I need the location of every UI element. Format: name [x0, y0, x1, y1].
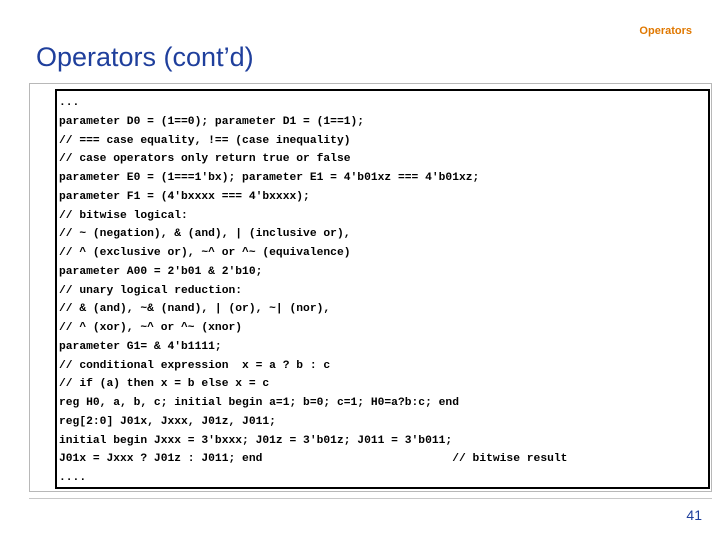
page-number: 41	[686, 507, 702, 523]
code-line: reg[2:0] J01x, Jxxx, J01z, J011;	[59, 415, 276, 428]
footer-divider	[29, 498, 712, 499]
code-line: // if (a) then x = b else x = c	[59, 378, 270, 391]
code-line: ...	[59, 97, 80, 109]
code-line: // ^ (xor), ~^ or ^~ (xnor)	[59, 322, 243, 334]
code-line: // === case equality, !== (case inequality)	[59, 134, 351, 147]
code-line: // ^ (exclusive or), ~^ or ^~ (equivalence)	[59, 247, 351, 259]
code-line: // unary logical reduction:	[59, 284, 243, 297]
code-line: parameter F1 = (4'bxxxx === 4'bxxxx);	[59, 190, 310, 203]
code-listing	[59, 94, 567, 488]
code-line: // case operators only return true or false	[59, 153, 351, 166]
code-line: // bitwise logical:	[59, 209, 188, 222]
code-listing-box	[55, 89, 710, 489]
code-line: // ~ (negation), & (and), | (inclusive or),	[59, 228, 351, 241]
code-line: reg H0, a, b, c; initial begin a=1; b=0; c=1; H0=a?b:c; end	[59, 397, 459, 409]
code-line: parameter G1= & 4'b1111;	[59, 340, 222, 353]
code-line: parameter A00 = 2'b01 & 2'b10;	[59, 265, 263, 278]
section-tag: Operators	[639, 25, 692, 37]
code-line: initial begin Jxxx = 3'bxxx; J01z = 3'b01z; J011 = 3'b011;	[59, 434, 453, 447]
code-line: J01x = Jxxx ? J01z : J011; end // bitwise result	[59, 453, 568, 466]
code-line: // & (and), ~& (nand), | (or), ~| (nor),	[59, 303, 331, 316]
code-line: ....	[59, 472, 87, 484]
code-line: parameter D0 = (1==0); parameter D1 = (1==1);	[59, 115, 365, 128]
slide-title: Operators (cont’d)	[36, 42, 254, 72]
code-line: // conditional expression x = a ? b : c	[59, 359, 331, 372]
code-line: parameter E0 = (1===1'bx); parameter E1 = 4'b01xz === 4'b01xz;	[59, 172, 480, 184]
